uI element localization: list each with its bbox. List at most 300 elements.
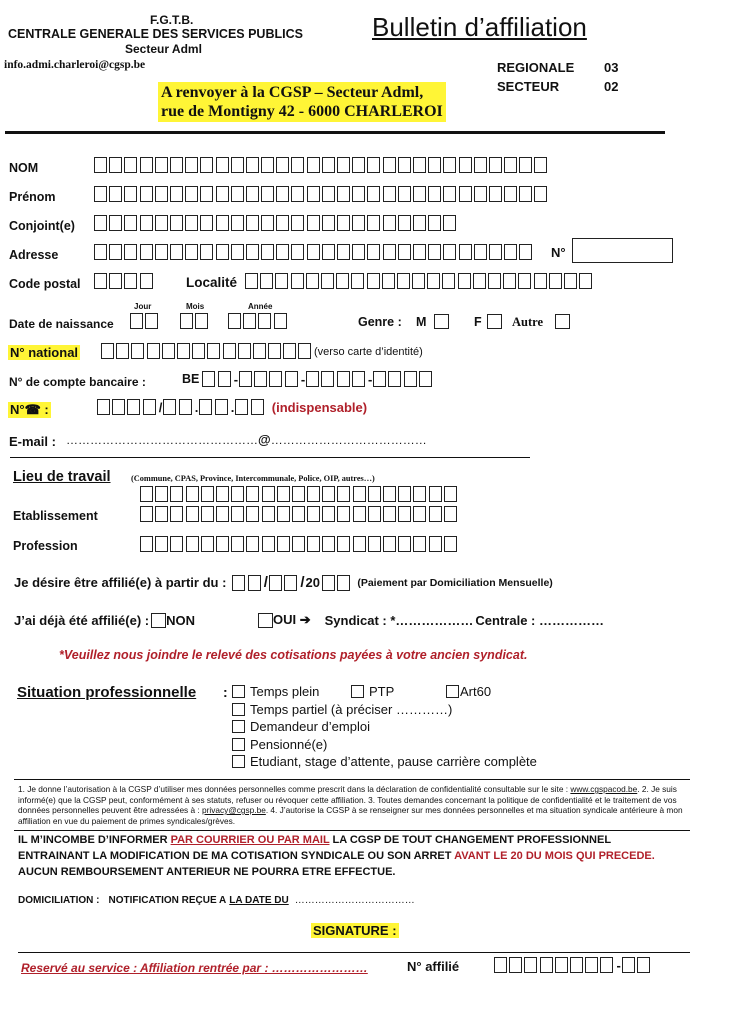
temps-partiel-checkbox[interactable] (232, 703, 245, 716)
char-box[interactable] (94, 157, 107, 173)
char-box[interactable] (322, 506, 335, 522)
char-box[interactable] (458, 273, 471, 289)
national-boxes[interactable] (101, 343, 314, 359)
localite-boxes[interactable] (245, 273, 594, 289)
char-box[interactable] (503, 273, 516, 289)
char-box[interactable] (109, 244, 122, 260)
char-box[interactable] (186, 486, 199, 502)
char-box[interactable] (428, 244, 441, 260)
char-box[interactable] (147, 343, 160, 359)
char-box[interactable] (459, 244, 472, 260)
tel-group-3[interactable] (235, 399, 265, 415)
start-month-boxes[interactable] (269, 575, 299, 591)
char-box[interactable] (238, 343, 251, 359)
char-box[interactable] (207, 343, 220, 359)
char-box[interactable] (413, 215, 426, 231)
prenom-boxes[interactable] (94, 186, 550, 202)
char-box[interactable] (180, 313, 193, 329)
char-box[interactable] (276, 186, 289, 202)
tel-field[interactable]: / . . (indispensable) (97, 399, 367, 415)
char-box[interactable] (269, 575, 282, 591)
char-box[interactable] (337, 536, 350, 552)
char-box[interactable] (429, 506, 442, 522)
char-box[interactable] (398, 215, 411, 231)
char-box[interactable] (140, 536, 153, 552)
char-box[interactable] (202, 371, 215, 387)
char-box[interactable] (519, 186, 532, 202)
char-box[interactable] (246, 215, 259, 231)
char-box[interactable] (155, 536, 168, 552)
char-box[interactable] (246, 536, 259, 552)
char-box[interactable] (131, 343, 144, 359)
char-box[interactable] (97, 399, 110, 415)
non-checkbox[interactable] (151, 613, 166, 628)
char-box[interactable] (163, 399, 176, 415)
char-box[interactable] (337, 244, 350, 260)
char-box[interactable] (243, 313, 256, 329)
char-box[interactable] (383, 244, 396, 260)
char-box[interactable] (275, 273, 288, 289)
char-box[interactable] (239, 371, 252, 387)
char-box[interactable] (155, 486, 168, 502)
char-box[interactable] (429, 486, 442, 502)
char-box[interactable] (337, 486, 350, 502)
char-box[interactable] (579, 273, 592, 289)
char-box[interactable] (246, 486, 259, 502)
char-box[interactable] (216, 157, 229, 173)
char-box[interactable] (291, 157, 304, 173)
char-box[interactable] (489, 157, 502, 173)
char-box[interactable] (185, 186, 198, 202)
char-box[interactable] (245, 273, 258, 289)
legal-privacy-link[interactable]: privacy@cgsp.be (202, 805, 266, 815)
start-day-boxes[interactable] (232, 575, 262, 591)
char-box[interactable] (170, 244, 183, 260)
option-etudiant[interactable] (232, 754, 537, 769)
char-box[interactable] (322, 215, 335, 231)
char-box[interactable] (489, 244, 502, 260)
char-box[interactable] (337, 157, 350, 173)
char-box[interactable] (261, 157, 274, 173)
char-box[interactable] (94, 215, 107, 231)
char-box[interactable] (398, 506, 411, 522)
char-box[interactable] (428, 157, 441, 173)
legal-website-link[interactable]: www.cgspacod.be (570, 784, 638, 794)
tel-prefix-boxes[interactable] (97, 399, 158, 415)
char-box[interactable] (140, 486, 153, 502)
char-box[interactable] (228, 313, 241, 329)
char-box[interactable] (201, 506, 214, 522)
option-art60[interactable] (446, 684, 491, 699)
char-box[interactable] (419, 371, 432, 387)
char-box[interactable] (216, 244, 229, 260)
char-box[interactable] (504, 244, 517, 260)
char-box[interactable] (124, 157, 137, 173)
char-box[interactable] (473, 273, 486, 289)
char-box[interactable] (509, 957, 522, 973)
char-box[interactable] (216, 215, 229, 231)
etudiant-checkbox[interactable] (232, 755, 245, 768)
char-box[interactable] (427, 273, 440, 289)
iban-field[interactable]: BE - - - (182, 371, 434, 387)
char-box[interactable] (412, 273, 425, 289)
char-box[interactable] (231, 186, 244, 202)
char-box[interactable] (383, 536, 396, 552)
art60-checkbox[interactable] (446, 685, 459, 698)
char-box[interactable] (262, 536, 275, 552)
char-box[interactable] (170, 186, 183, 202)
char-box[interactable] (283, 343, 296, 359)
char-box[interactable] (429, 536, 442, 552)
char-box[interactable] (404, 371, 417, 387)
char-box[interactable] (218, 371, 231, 387)
char-box[interactable] (337, 186, 350, 202)
char-box[interactable] (321, 273, 334, 289)
char-box[interactable] (367, 273, 380, 289)
char-box[interactable] (368, 536, 381, 552)
char-box[interactable] (307, 215, 320, 231)
char-box[interactable] (124, 186, 137, 202)
char-box[interactable] (494, 957, 507, 973)
char-box[interactable] (246, 186, 259, 202)
char-box[interactable] (291, 244, 304, 260)
char-box[interactable] (284, 575, 297, 591)
affilie-group-2[interactable] (622, 957, 652, 973)
char-box[interactable] (262, 506, 275, 522)
char-box[interactable] (570, 957, 583, 973)
char-box[interactable] (322, 486, 335, 502)
char-box[interactable] (276, 215, 289, 231)
char-box[interactable] (155, 215, 168, 231)
char-box[interactable] (306, 371, 319, 387)
char-box[interactable] (200, 186, 213, 202)
char-box[interactable] (622, 957, 635, 973)
char-box[interactable] (127, 399, 140, 415)
tel-group-1[interactable] (163, 399, 193, 415)
char-box[interactable] (200, 244, 213, 260)
char-box[interactable] (231, 536, 244, 552)
char-box[interactable] (170, 157, 183, 173)
char-box[interactable] (199, 399, 212, 415)
char-box[interactable] (261, 244, 274, 260)
char-box[interactable] (274, 313, 287, 329)
char-box[interactable] (261, 215, 274, 231)
temps-plein-checkbox[interactable] (232, 685, 245, 698)
option-pensionne[interactable] (232, 737, 327, 752)
char-box[interactable] (246, 244, 259, 260)
char-box[interactable] (109, 186, 122, 202)
affilie-group-1[interactable] (494, 957, 616, 973)
char-box[interactable] (488, 273, 501, 289)
char-box[interactable] (170, 506, 183, 522)
conjoint-boxes[interactable] (94, 215, 459, 231)
char-box[interactable] (262, 486, 275, 502)
char-box[interactable] (251, 399, 264, 415)
char-box[interactable] (292, 486, 305, 502)
char-box[interactable] (383, 157, 396, 173)
start-year-boxes[interactable] (322, 575, 352, 591)
char-box[interactable] (367, 186, 380, 202)
char-box[interactable] (112, 399, 125, 415)
char-box[interactable] (367, 157, 380, 173)
demandeur-checkbox[interactable] (232, 720, 245, 733)
etablissement-boxes[interactable] (140, 506, 459, 522)
birth-month-boxes[interactable] (180, 313, 210, 329)
char-box[interactable] (130, 313, 143, 329)
char-box[interactable] (322, 575, 335, 591)
char-box[interactable] (291, 186, 304, 202)
char-box[interactable] (140, 186, 153, 202)
char-box[interactable] (459, 157, 472, 173)
char-box[interactable] (519, 157, 532, 173)
char-box[interactable] (216, 486, 229, 502)
option-ptp[interactable] (351, 684, 394, 699)
char-box[interactable] (143, 399, 156, 415)
char-box[interactable] (322, 536, 335, 552)
char-box[interactable] (276, 157, 289, 173)
option-demandeur[interactable] (232, 719, 370, 734)
char-box[interactable] (231, 215, 244, 231)
char-box[interactable] (307, 157, 320, 173)
char-box[interactable] (277, 486, 290, 502)
char-box[interactable] (519, 244, 532, 260)
char-box[interactable] (307, 244, 320, 260)
char-box[interactable] (291, 215, 304, 231)
char-box[interactable] (170, 215, 183, 231)
char-box[interactable] (337, 575, 350, 591)
char-box[interactable] (534, 186, 547, 202)
char-box[interactable] (352, 157, 365, 173)
char-box[interactable] (322, 186, 335, 202)
nom-boxes[interactable] (94, 157, 550, 173)
char-box[interactable] (398, 157, 411, 173)
char-box[interactable] (185, 244, 198, 260)
char-box[interactable] (277, 536, 290, 552)
char-box[interactable] (116, 343, 129, 359)
char-box[interactable] (258, 313, 271, 329)
char-box[interactable] (261, 186, 274, 202)
char-box[interactable] (94, 244, 107, 260)
char-box[interactable] (474, 244, 487, 260)
char-box[interactable] (442, 273, 455, 289)
char-box[interactable] (231, 157, 244, 173)
char-box[interactable] (223, 343, 236, 359)
char-box[interactable] (124, 244, 137, 260)
char-box[interactable] (459, 186, 472, 202)
char-box[interactable] (398, 536, 411, 552)
char-box[interactable] (585, 957, 598, 973)
char-box[interactable] (109, 273, 122, 289)
char-box[interactable] (231, 244, 244, 260)
char-box[interactable] (413, 244, 426, 260)
char-box[interactable] (155, 157, 168, 173)
char-box[interactable] (549, 273, 562, 289)
char-box[interactable] (322, 244, 335, 260)
char-box[interactable] (398, 486, 411, 502)
char-box[interactable] (600, 957, 613, 973)
char-box[interactable] (540, 957, 553, 973)
char-box[interactable] (564, 273, 577, 289)
char-box[interactable] (109, 215, 122, 231)
char-box[interactable] (444, 506, 457, 522)
char-box[interactable] (367, 244, 380, 260)
char-box[interactable] (474, 186, 487, 202)
char-box[interactable] (94, 186, 107, 202)
char-box[interactable] (352, 244, 365, 260)
char-box[interactable] (524, 957, 537, 973)
char-box[interactable] (268, 343, 281, 359)
char-box[interactable] (337, 371, 350, 387)
char-box[interactable] (383, 186, 396, 202)
affilie-field[interactable] (494, 957, 652, 973)
char-box[interactable] (336, 273, 349, 289)
char-box[interactable] (155, 244, 168, 260)
genre-f-checkbox[interactable] (487, 314, 502, 329)
genre-autre-checkbox[interactable] (555, 314, 570, 329)
char-box[interactable] (298, 343, 311, 359)
char-box[interactable] (367, 215, 380, 231)
char-box[interactable] (518, 273, 531, 289)
char-box[interactable] (246, 157, 259, 173)
char-box[interactable] (306, 273, 319, 289)
iban-group-4[interactable] (373, 371, 434, 387)
char-box[interactable] (269, 371, 282, 387)
char-box[interactable] (231, 506, 244, 522)
char-box[interactable] (397, 273, 410, 289)
char-box[interactable] (170, 536, 183, 552)
char-box[interactable] (291, 273, 304, 289)
char-box[interactable] (489, 186, 502, 202)
char-box[interactable] (155, 506, 168, 522)
char-box[interactable] (443, 157, 456, 173)
char-box[interactable] (307, 536, 320, 552)
char-box[interactable] (353, 486, 366, 502)
char-box[interactable] (260, 273, 273, 289)
char-box[interactable] (353, 536, 366, 552)
char-box[interactable] (101, 343, 114, 359)
char-box[interactable] (246, 506, 259, 522)
profession-boxes[interactable] (140, 536, 459, 552)
char-box[interactable] (383, 215, 396, 231)
char-box[interactable] (235, 399, 248, 415)
char-box[interactable] (276, 244, 289, 260)
char-box[interactable] (337, 506, 350, 522)
char-box[interactable] (413, 157, 426, 173)
char-box[interactable] (140, 157, 153, 173)
char-box[interactable] (373, 371, 386, 387)
char-box[interactable] (555, 957, 568, 973)
iban-group-1[interactable] (202, 371, 232, 387)
char-box[interactable] (444, 486, 457, 502)
char-box[interactable] (368, 486, 381, 502)
char-box[interactable] (94, 273, 107, 289)
char-box[interactable] (428, 215, 441, 231)
char-box[interactable] (443, 215, 456, 231)
char-box[interactable] (292, 506, 305, 522)
char-box[interactable] (140, 273, 153, 289)
char-box[interactable] (443, 244, 456, 260)
numero-box[interactable] (572, 238, 673, 263)
iban-group-3[interactable] (306, 371, 367, 387)
char-box[interactable] (383, 486, 396, 502)
iban-group-2[interactable] (239, 371, 300, 387)
centrale-field[interactable]: Centrale : …………… (475, 612, 604, 628)
char-box[interactable] (124, 215, 137, 231)
char-box[interactable] (216, 506, 229, 522)
char-box[interactable] (337, 215, 350, 231)
char-box[interactable] (504, 186, 517, 202)
char-box[interactable] (254, 371, 267, 387)
char-box[interactable] (504, 157, 517, 173)
char-box[interactable] (351, 273, 364, 289)
notification-date-field[interactable]: ……………………………… (294, 895, 415, 906)
char-box[interactable] (353, 506, 366, 522)
char-box[interactable] (124, 273, 137, 289)
char-box[interactable] (413, 486, 426, 502)
char-box[interactable] (170, 486, 183, 502)
syndicat-field[interactable]: Syndicat : *……………… (324, 612, 474, 628)
pensionne-checkbox[interactable] (232, 738, 245, 751)
char-box[interactable] (140, 244, 153, 260)
char-box[interactable] (413, 506, 426, 522)
char-box[interactable] (398, 186, 411, 202)
char-box[interactable] (398, 244, 411, 260)
char-box[interactable] (186, 506, 199, 522)
char-box[interactable] (216, 536, 229, 552)
char-box[interactable] (185, 215, 198, 231)
char-box[interactable] (140, 215, 153, 231)
char-box[interactable] (179, 399, 192, 415)
char-box[interactable] (322, 157, 335, 173)
char-box[interactable] (534, 157, 547, 173)
adresse-boxes[interactable] (94, 244, 534, 260)
char-box[interactable] (145, 313, 158, 329)
char-box[interactable] (177, 343, 190, 359)
code-postal-boxes[interactable] (94, 273, 155, 289)
char-box[interactable] (474, 157, 487, 173)
char-box[interactable] (637, 957, 650, 973)
char-box[interactable] (428, 186, 441, 202)
char-box[interactable] (307, 186, 320, 202)
char-box[interactable] (352, 371, 365, 387)
ptp-checkbox[interactable] (351, 685, 364, 698)
char-box[interactable] (534, 273, 547, 289)
char-box[interactable] (201, 486, 214, 502)
oui-checkbox[interactable] (258, 613, 273, 628)
char-box[interactable] (248, 575, 261, 591)
char-box[interactable] (109, 157, 122, 173)
char-box[interactable] (140, 506, 153, 522)
char-box[interactable] (307, 506, 320, 522)
char-box[interactable] (200, 215, 213, 231)
char-box[interactable] (368, 506, 381, 522)
char-box[interactable] (232, 575, 245, 591)
birth-year-boxes[interactable] (228, 313, 289, 329)
char-box[interactable] (413, 536, 426, 552)
char-box[interactable] (201, 536, 214, 552)
char-box[interactable] (443, 186, 456, 202)
tel-group-2[interactable] (199, 399, 229, 415)
birth-day-boxes[interactable] (130, 313, 160, 329)
char-box[interactable] (413, 186, 426, 202)
char-box[interactable] (277, 506, 290, 522)
char-box[interactable] (162, 343, 175, 359)
char-box[interactable] (195, 313, 208, 329)
char-box[interactable] (215, 399, 228, 415)
lieu-boxes[interactable] (140, 486, 459, 502)
char-box[interactable] (292, 536, 305, 552)
char-box[interactable] (192, 343, 205, 359)
